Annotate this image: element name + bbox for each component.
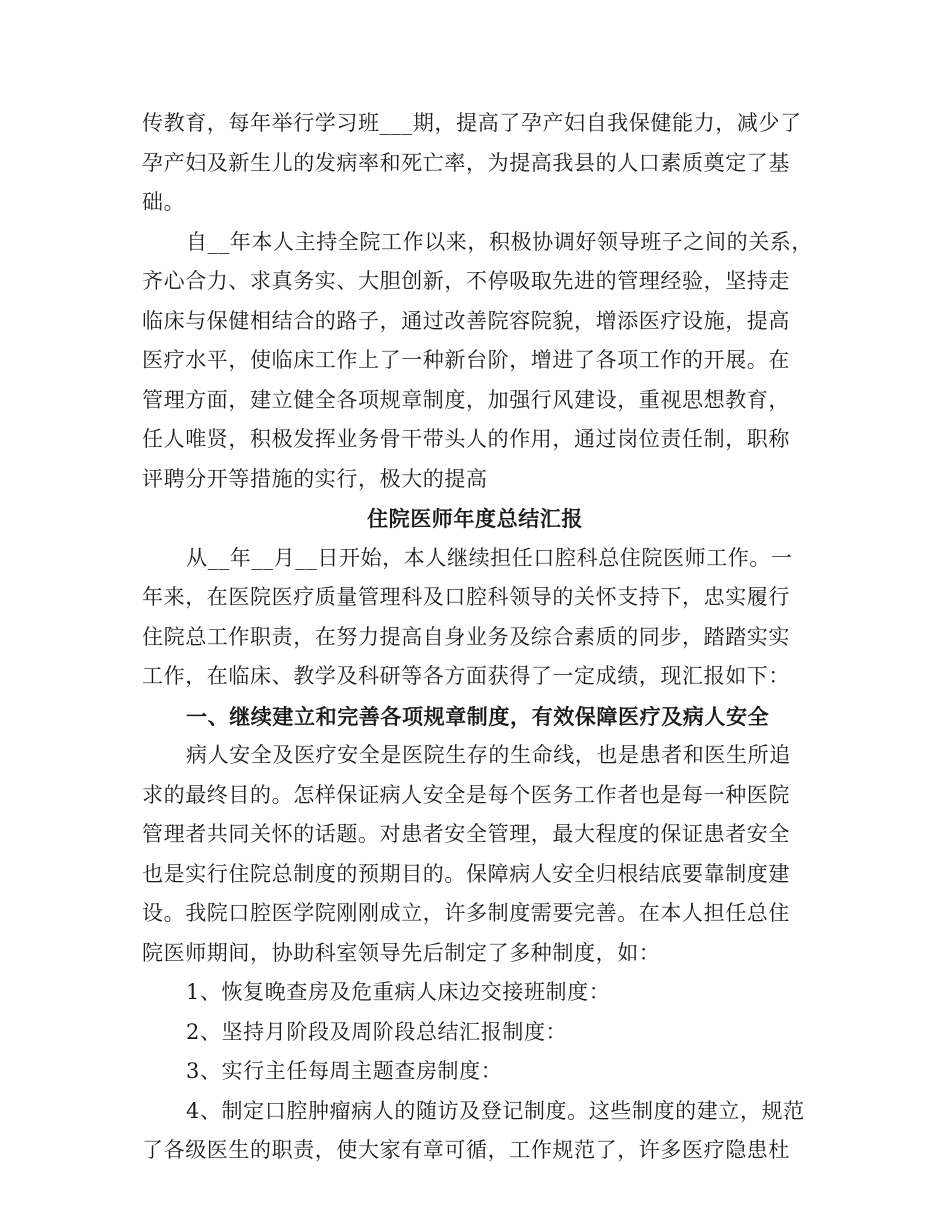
paragraph-line: 从__年__月__日开始，本人继续担任口腔科总住院医师工作。一	[186, 545, 793, 570]
paragraph-line: 工作，在临床、教学及科研等各方面获得了一定成绩，现汇报如下：	[142, 664, 790, 688]
paragraph-line: 临床与保健相结合的路子，通过改善院容院貌，增添医疗设施，提高	[142, 308, 790, 333]
section-heading: 一、继续建立和完善各项规章制度，有效保障医疗及病人安全	[186, 703, 770, 729]
paragraph-line: 传教育，每年举行学习班___期，提高了孕产妇自我保健能力，减少了	[142, 111, 802, 135]
paragraph-line: 评聘分开等措施的实行，极大的提高	[142, 466, 488, 491]
list-item: 2、坚持月阶段及周阶段总结汇报制度：	[186, 1019, 568, 1044]
paragraph-line: 年来，在医院医疗质量管理科及口腔科领导的关怀支持下，忠实履行	[142, 585, 790, 609]
paragraph-line: 也是实行住院总制度的预期目的。保障病人安全归根结底要靠制度建	[142, 861, 790, 886]
paragraph-line: 孕产妇及新生儿的发病率和死亡率，为提高我县的人口素质奠定了基	[142, 150, 790, 175]
paragraph-line: 了各级医生的职责，使大家有章可循，工作规范了，许多医疗隐患杜	[142, 1138, 790, 1162]
list-item: 4、制定口腔肿瘤病人的随访及登记制度。这些制度的建立，规范	[186, 1098, 805, 1123]
paragraph-line: 医疗水平，使临床工作上了一种新台阶，增进了各项工作的开展。在	[142, 348, 790, 372]
paragraph-line: 齐心合力、求真务实、大胆创新，不停吸取先进的管理经验，坚持走	[142, 269, 790, 293]
document-title: 住院医师年度总结汇报	[367, 506, 583, 531]
paragraph-line: 础。	[142, 190, 186, 214]
paragraph-line: 任人唯贤，积极发挥业务骨干带头人的作用，通过岗位责任制，职称	[142, 427, 790, 451]
paragraph-line: 自__年本人主持全院工作以来，积极协调好领导班子之间的关系，	[186, 229, 813, 254]
paragraph-line: 病人安全及医疗安全是医院生存的生命线，也是患者和医生所追	[186, 743, 791, 767]
paragraph-line: 管理者共同关怀的话题。对患者安全管理，最大程度的保证患者安全	[142, 822, 790, 846]
document-body	[142, 104, 813, 1171]
list-item: 1、恢复晚查房及危重病人床边交接班制度：	[186, 980, 611, 1004]
paragraph-line: 住院总工作职责，在努力提高自身业务及综合素质的同步，踏踏实实	[142, 624, 790, 649]
paragraph-line: 设。我院口腔医学院刚刚成立，许多制度需要完善。在本人担任总住	[142, 901, 790, 925]
paragraph-line: 管理方面，建立健全各项规章制度，加强行风建设，重视思想教育，	[142, 387, 790, 412]
paragraph-line: 院医师期间，协助科室领导先后制定了多种制度，如：	[142, 940, 661, 965]
paragraph-line: 求的最终目的。怎样保证病人安全是每个医务工作者也是每一种医院	[142, 782, 790, 807]
list-item: 3、实行主任每周主题查房制度：	[186, 1059, 503, 1083]
